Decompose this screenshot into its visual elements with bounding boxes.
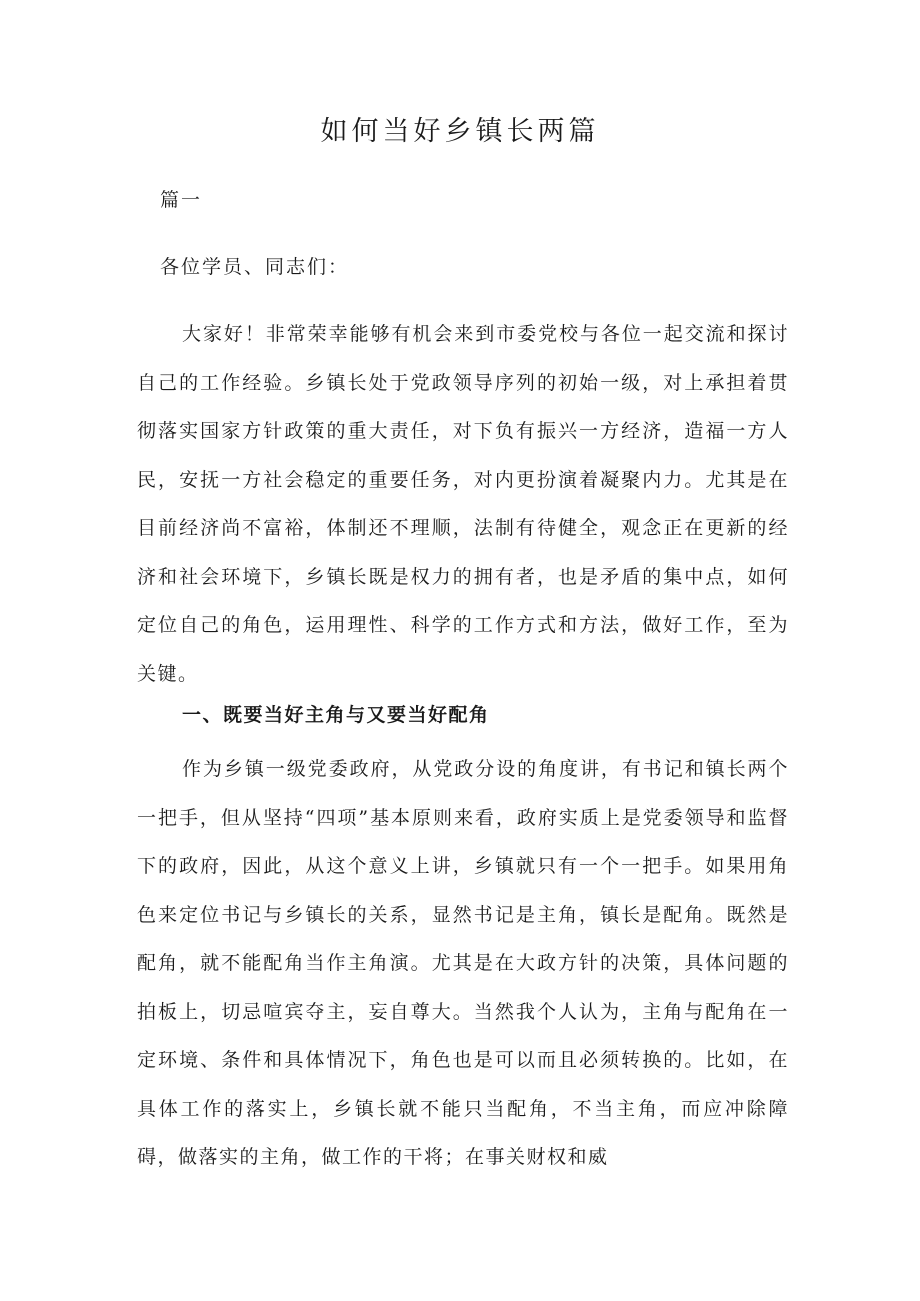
document-title: 如何当好乡镇长两篇 bbox=[320, 116, 600, 147]
paragraph-body: 作为乡镇一级党委政府，从党政分设的角度讲，有书记和镇长两个一把手，但从坚持“四项”基本原则来看，政府实质上是党委领导和监督下的政府，因此，从这个意义上讲，乡镇就只有一个一把手。如果用角色来定位书记与乡镇长的关系，显然书记是主角，镇长是配角。既然是配角，就不能配角当作主角演。尤其是在大政方针的决策，具体问题的拍板上，切忌喧宾夺主，妄自尊大。当然我个人认为，主角与配角在一定环境、条件和具体情况下，角色也是可以而且必须转换的。比如，在具体工作的落实上，乡镇长就不能只当配角，不当主角，而应冲除障碍，做落实的主角，做工作的干将；在事关财权和威 bbox=[137, 758, 789, 1168]
section-label: 篇一 bbox=[160, 189, 203, 211]
salutation: 各位学员、同志们： bbox=[160, 256, 350, 278]
section-heading: 一、既要当好主角与又要当好配角 bbox=[182, 704, 490, 726]
paragraph-intro: 大家好！非常荣幸能够有机会来到市委党校与各位一起交流和探讨自己的工作经验。乡镇长处于党政领导序列的初始一级，对上承担着贯彻落实国家方针政策的重大责任，对下负有振兴一方经济，造福一方人民，安抚一方社会稳定的重要任务，对内更扮演着凝聚内力。尤其是在目前经济尚不富裕，体制还不理顺，法制有待健全，观念正在更新的经济和社会环境下，乡镇长既是权力的拥有者，也是矛盾的集中点，如何定位自己的角色，运用理性、科学的工作方式和方法，做好工作，至为关键。 bbox=[137, 323, 789, 685]
